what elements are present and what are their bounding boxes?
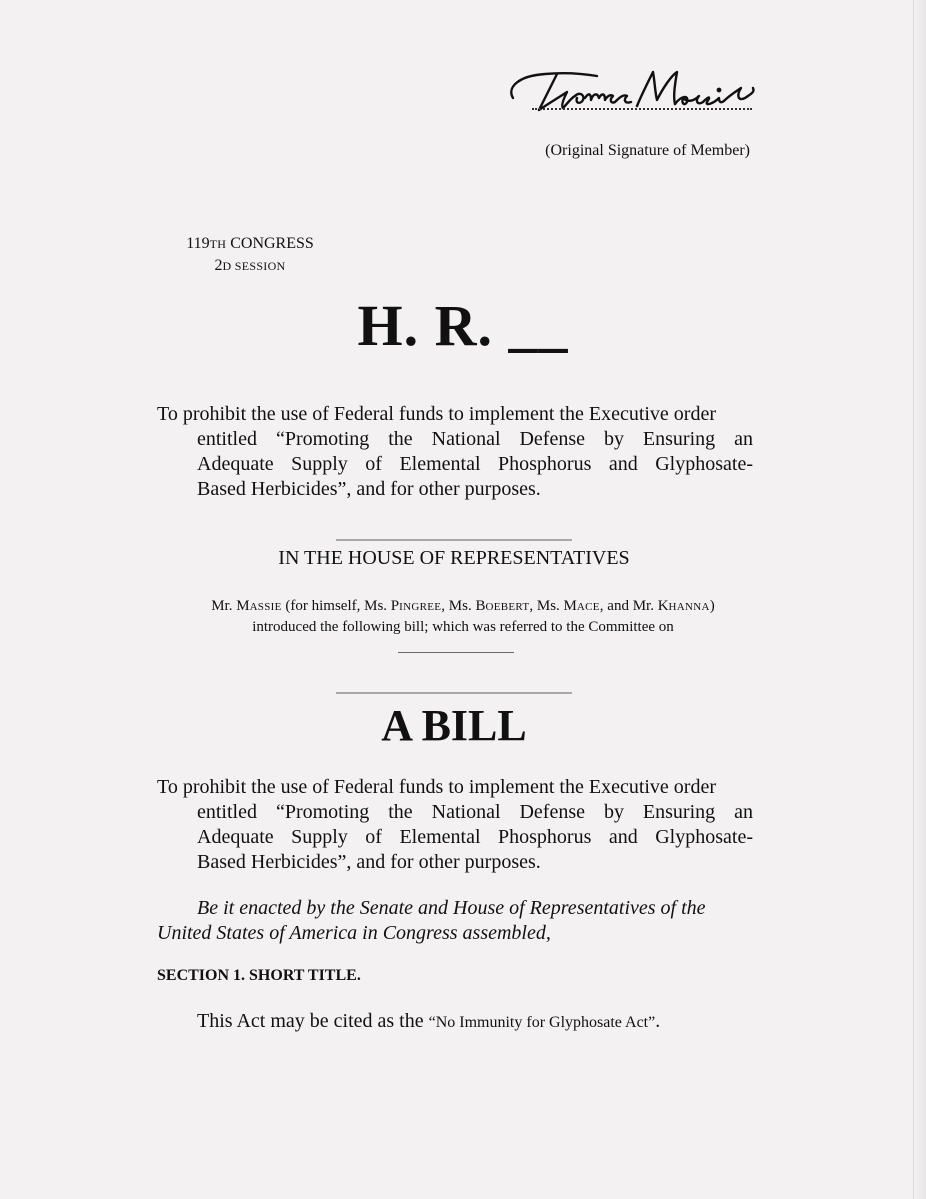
congress-session-block	[120, 233, 380, 277]
section-heading: SECTION 1. SHORT TITLE.	[157, 967, 361, 984]
committee-blank-line	[398, 652, 514, 653]
purpose-top: To prohibit the use of Federal funds to implement the Executive order entitled “Promoting the National Defense by Ensuring an Adequate Supply of Elemental Phosphorus and Glyphosate- Based Herbicides”, and for other purposes.	[157, 403, 753, 500]
referral-line: introduced the following bill; which was referred to the Committee on	[252, 619, 674, 635]
signature-line	[532, 108, 752, 110]
bill-heading: A BILL	[381, 701, 527, 750]
divider-bottom	[336, 692, 572, 694]
introduction	[100, 596, 826, 637]
chamber-heading: IN THE HOUSE OF REPRESENTATIVES	[278, 547, 630, 569]
signature-image	[505, 62, 765, 124]
divider-top	[336, 539, 572, 541]
signature-caption: (Original Signature of Member)	[545, 142, 750, 159]
enacting-clause: Be it enacted by the Senate and House of Representatives of the United States of America in Congress assembled,	[157, 897, 706, 944]
sponsors-line: Mr. MASSIE (for himself, Ms. PINGREE, Ms. BOEBERT, Ms. MACE, and Mr. KHANNA)	[211, 598, 715, 614]
bill-number: H. R. __	[357, 293, 569, 358]
short-title-text: This Act may be cited as the “No Immunity for Glyphosate Act”.	[197, 1010, 661, 1032]
purpose-bottom: To prohibit the use of Federal funds to implement the Executive order entitled “Promoting the National Defense by Ensuring an Adequate Supply of Elemental Phosphorus and Glyphosate- Based Herbicides”, and for other purposes.	[157, 776, 753, 873]
congress-line: 119TH CONGRESS	[186, 235, 314, 252]
short-title: “No Immunity for Glyphosate Act”	[428, 1014, 656, 1031]
session-line: 2D SESSION	[214, 257, 286, 274]
page-edge	[913, 0, 926, 1199]
